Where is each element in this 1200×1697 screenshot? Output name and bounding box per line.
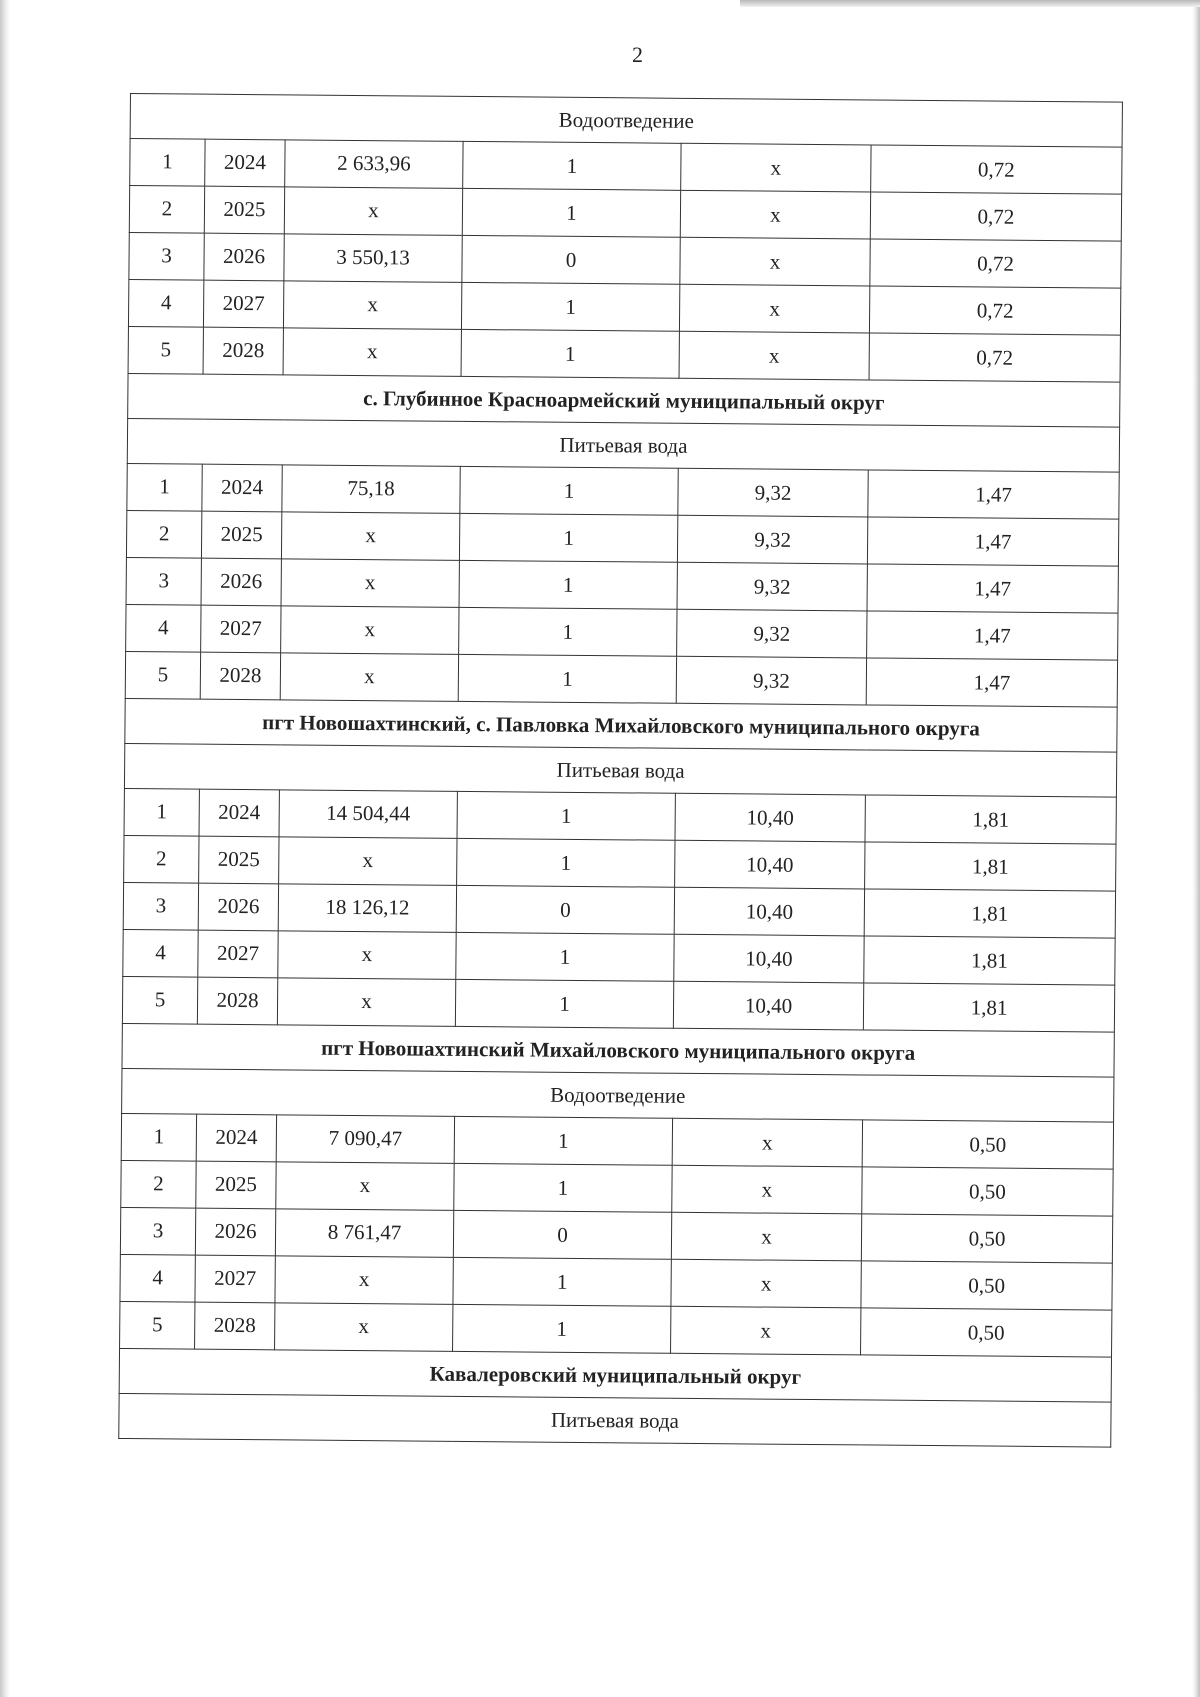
quality-cell: 10,40 [675,793,865,842]
efficiency-cell: 0,72 [871,145,1122,194]
table-row [129,186,1121,242]
row-number-cell: 3 [129,232,204,280]
indicator-cell: 1 [459,560,677,609]
efficiency-cell: 1,81 [863,983,1114,1032]
region-title: с. Глубинное Красноармейский муниципальный округ [128,373,1120,427]
indicator-cell: 1 [458,654,676,703]
row-number-cell: 1 [124,788,199,836]
region-title: пгт Новошахтинский Михайловского муниципального округа [122,1023,1114,1077]
scan-top-edge-shadow [740,0,1200,7]
quality-cell: х [680,190,870,239]
efficiency-cell: 0,72 [870,239,1121,288]
table-row [123,882,1115,938]
value-cell: х [278,931,456,980]
value-cell: х [281,606,459,655]
efficiency-cell: 1,81 [864,889,1115,938]
page-number: 2 [632,42,643,67]
value-cell: 14 504,44 [279,790,457,839]
value-cell: х [279,837,457,886]
value-cell: х [281,559,459,608]
value-cell: 18 126,12 [278,884,456,933]
quality-cell: 10,40 [674,887,864,936]
year-cell: 2024 [196,1114,276,1162]
value-cell: х [276,1162,454,1211]
year-cell: 2025 [196,1161,276,1209]
table-row [126,604,1118,660]
row-number-cell: 4 [123,929,198,977]
row-number-cell: 2 [126,510,201,558]
quality-cell: 10,40 [674,934,864,983]
indicator-cell: 1 [454,1163,672,1212]
efficiency-cell: 1,47 [866,658,1117,707]
efficiency-cell: 1,81 [865,842,1116,891]
year-cell: 2026 [201,558,281,606]
row-number-cell: 4 [126,604,201,652]
quality-cell: 10,40 [673,981,863,1030]
year-cell: 2026 [198,883,278,931]
value-cell: х [280,653,458,702]
indicator-cell: 0 [453,1210,671,1259]
value-cell: х [283,328,461,377]
efficiency-cell: 1,47 [867,517,1118,566]
efficiency-cell: 0,50 [861,1308,1112,1357]
row-number-cell: 5 [122,976,197,1024]
efficiency-cell: 0,50 [861,1261,1112,1310]
indicator-table-body [119,94,1123,1448]
year-cell: 2024 [199,789,279,837]
section-title: Водоотведение [130,94,1122,148]
efficiency-cell: 0,72 [870,192,1121,241]
quality-cell: х [671,1259,861,1308]
quality-cell: х [679,284,869,333]
quality-cell: х [680,237,870,286]
value-cell: 3 550,13 [284,234,462,283]
efficiency-cell: 0,50 [861,1214,1112,1263]
indicator-cell: 1 [461,329,679,378]
section-title: Питьевая вода [127,418,1119,472]
quality-cell: х [672,1118,862,1167]
year-cell: 2025 [204,186,284,234]
row-number-cell: 3 [123,882,198,930]
efficiency-cell: 0,50 [862,1120,1113,1169]
indicator-cell: 1 [454,1116,672,1165]
section-title: Водоотведение [122,1068,1114,1122]
year-cell: 2028 [195,1302,275,1350]
year-cell: 2028 [200,652,280,700]
quality-cell: 9,32 [677,609,867,658]
region-title: пгт Новошахтинский, с. Павловка Михайловского муниципального округа [125,698,1117,752]
quality-cell: х [671,1212,861,1261]
efficiency-cell: 0,72 [869,333,1120,382]
table-row [122,976,1114,1032]
indicator-cell: 1 [456,932,674,981]
row-number-cell: 5 [120,1301,195,1349]
indicator-table [118,93,1123,1448]
row-number-cell: 4 [120,1254,195,1302]
indicator-cell: 1 [461,282,679,331]
year-cell: 2027 [201,605,281,653]
efficiency-cell: 1,47 [867,611,1118,660]
efficiency-cell: 0,50 [862,1167,1113,1216]
year-cell: 2027 [198,930,278,978]
scan-left-edge-shadow [0,0,10,1697]
section-header-row [119,1393,1111,1447]
row-number-cell: 3 [126,557,201,605]
value-cell: х [284,187,462,236]
efficiency-cell: 1,47 [868,470,1119,519]
year-cell: 2028 [197,977,277,1025]
quality-cell: 9,32 [676,656,866,705]
indicator-cell: 0 [456,885,674,934]
table-row [123,929,1115,985]
quality-cell: х [679,331,869,380]
efficiency-cell: 1,81 [865,795,1116,844]
table-row [120,1301,1112,1357]
indicator-cell: 1 [453,1257,671,1306]
row-number-cell: 4 [128,279,203,327]
value-cell: х [277,978,455,1027]
row-number-cell: 5 [128,326,203,374]
value-cell: х [283,281,461,330]
table-row [130,139,1122,195]
year-cell: 2025 [199,836,279,884]
row-number-cell: 2 [121,1160,196,1208]
table-row [126,557,1118,613]
efficiency-cell: 1,81 [864,936,1115,985]
year-cell: 2026 [195,1208,275,1256]
row-number-cell: 1 [127,463,202,511]
row-number-cell: 3 [120,1207,195,1255]
row-number-cell: 5 [125,651,200,699]
indicator-cell: 1 [453,1304,671,1353]
efficiency-cell: 1,47 [867,564,1118,613]
section-title: Питьевая вода [119,1393,1111,1447]
year-cell: 2028 [203,327,283,375]
quality-cell: 10,40 [675,840,865,889]
region-title: Кавалеровский муниципальный округ [119,1348,1111,1402]
value-cell: х [275,1256,453,1305]
year-cell: 2024 [202,464,282,512]
year-cell: 2026 [204,233,284,281]
section-title: Питьевая вода [124,743,1116,797]
indicator-cell: 1 [459,513,677,562]
scan-right-edge-shadow [1192,0,1200,1697]
row-number-cell: 1 [121,1113,196,1161]
year-cell: 2025 [201,511,281,559]
quality-cell: х [671,1306,861,1355]
indicator-cell: 1 [457,791,675,840]
quality-cell: х [672,1165,862,1214]
quality-cell: 9,32 [677,562,867,611]
row-number-cell: 2 [129,186,204,234]
indicator-cell: 0 [462,235,680,284]
indicator-cell: 1 [462,188,680,237]
efficiency-cell: 0,72 [869,286,1120,335]
quality-cell: 9,32 [677,515,867,564]
value-cell: х [275,1303,453,1352]
indicator-cell: 1 [457,838,675,887]
document-sheet [118,93,1122,1448]
quality-cell: х [681,143,871,192]
indicator-cell: 1 [463,141,681,190]
value-cell: 75,18 [282,465,460,514]
year-cell: 2027 [195,1255,275,1303]
value-cell: 8 761,47 [275,1209,453,1258]
table-row [126,510,1118,566]
indicator-cell: 1 [455,979,673,1028]
value-cell: 2 633,96 [285,140,463,189]
row-number-cell: 1 [130,139,205,187]
value-cell: 7 090,47 [276,1115,454,1164]
year-cell: 2027 [203,280,283,328]
year-cell: 2024 [205,139,285,187]
indicator-cell: 1 [460,466,678,515]
quality-cell: 9,32 [678,468,868,517]
row-number-cell: 2 [124,835,199,883]
indicator-cell: 1 [459,607,677,656]
value-cell: х [281,512,459,561]
